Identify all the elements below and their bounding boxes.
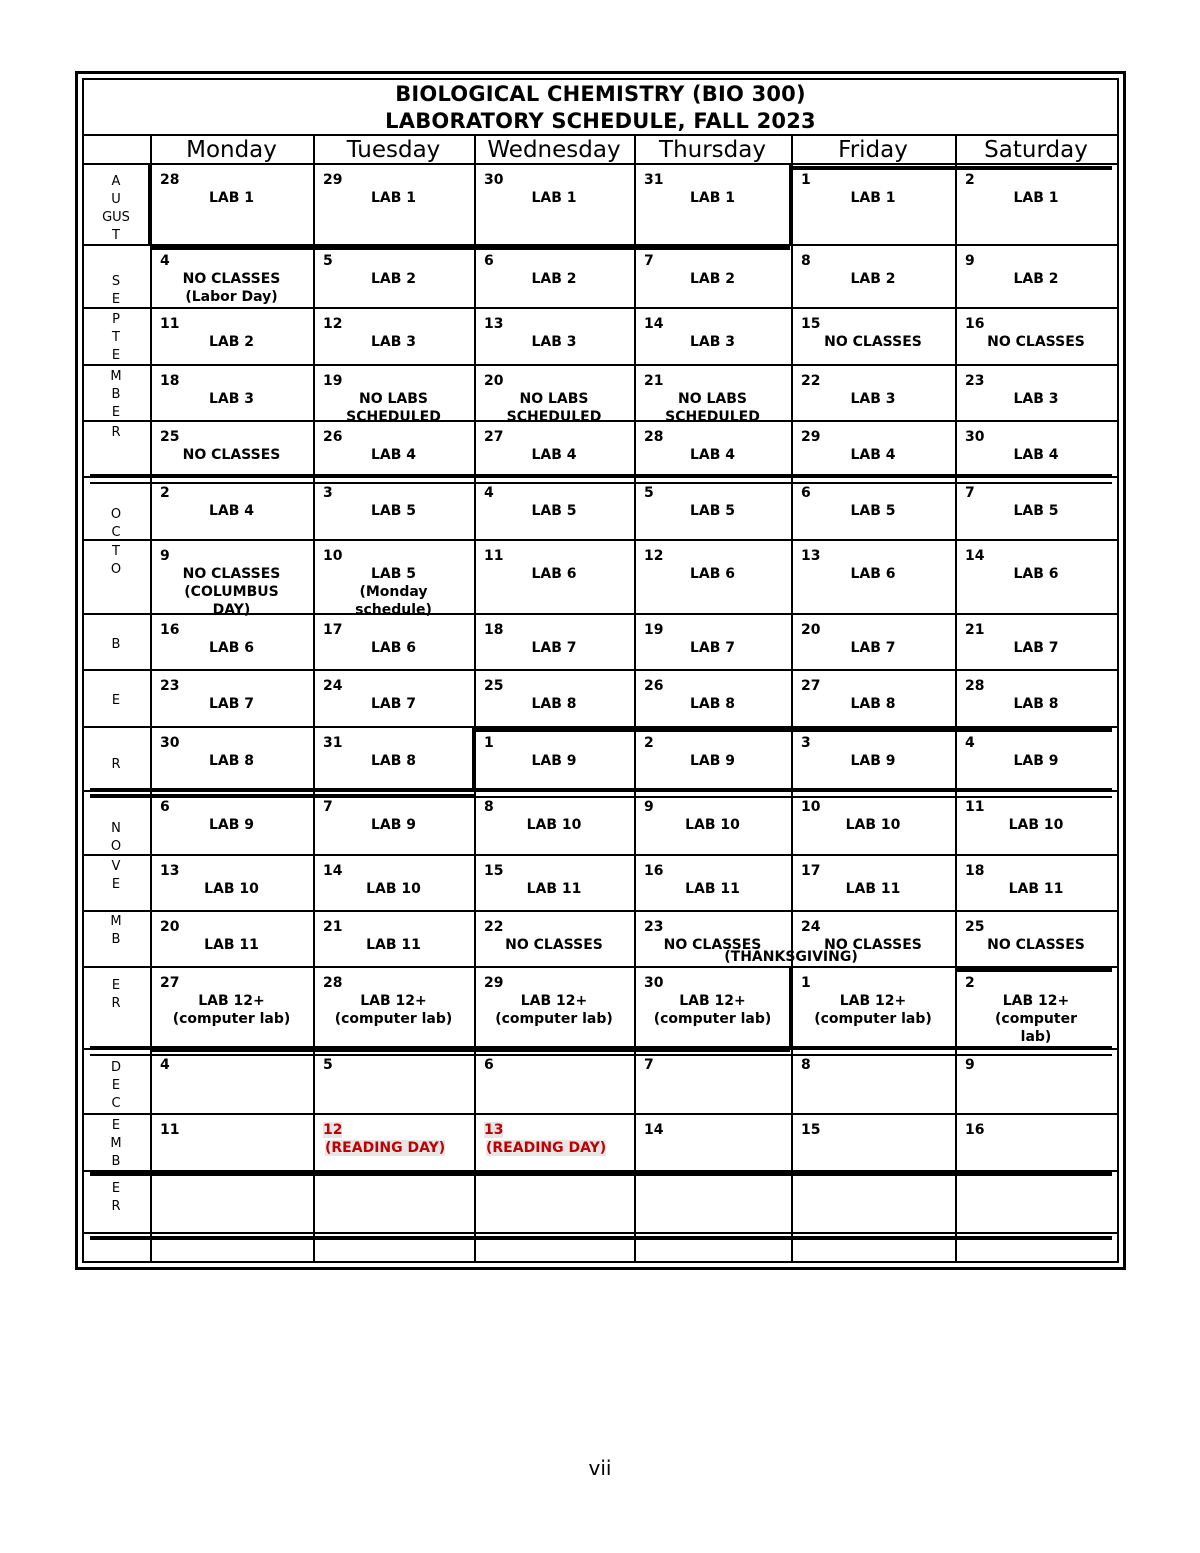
lab-label: LAB 1	[689, 190, 736, 206]
lab-label: LAB 6	[1013, 566, 1059, 582]
day-number: 2	[644, 735, 654, 751]
day-number: 29	[323, 172, 343, 188]
day-number: 26	[323, 429, 343, 445]
lab-label: LAB 4	[208, 503, 255, 519]
lab-label: LAB 2	[531, 271, 577, 287]
lab-label: (READING DAY)	[486, 1140, 607, 1156]
month-october-2: T O	[110, 544, 122, 577]
lab-label: LAB 9	[1013, 753, 1059, 769]
lab-label: LAB 4	[370, 447, 417, 463]
month-december-3: E R	[111, 1181, 121, 1214]
day-number: 6	[160, 799, 170, 815]
row-line	[84, 1113, 1117, 1115]
lab-label: LAB 8	[208, 753, 255, 769]
month-separator	[90, 474, 1112, 478]
day-number: 28	[160, 172, 180, 188]
day-number: 14	[644, 316, 664, 332]
month-november-3: M B	[110, 914, 122, 947]
day-number: 5	[323, 1057, 333, 1073]
lab-label: LAB 11	[685, 881, 740, 897]
lab-label: NO CLASSES	[824, 937, 922, 953]
lab-label: LAB 4	[850, 447, 896, 463]
day-number: 11	[484, 548, 504, 564]
day-number: 4	[484, 485, 494, 501]
page-number: vii	[588, 1456, 612, 1480]
day-number: 25	[160, 429, 180, 445]
row-line	[84, 1232, 1117, 1234]
day-number: 28	[965, 678, 985, 694]
day-header-wednesday: Wednesday	[487, 137, 621, 163]
day-number: 16	[644, 863, 664, 879]
lab-label: NO CLASSES	[505, 937, 603, 953]
day-number: 22	[801, 373, 821, 389]
day-number: 14	[965, 548, 985, 564]
day-number: 14	[644, 1122, 664, 1138]
day-number: 11	[160, 316, 180, 332]
month-separator	[90, 794, 474, 798]
day-number: 23	[965, 373, 985, 389]
lab-label: LAB 3	[208, 391, 255, 407]
day-number: 8	[801, 253, 811, 269]
lab-label: NO CLASSES	[663, 937, 762, 953]
lab-label: LAB 6	[850, 566, 896, 582]
day-number: 24	[323, 678, 343, 694]
day-number: 31	[644, 172, 664, 188]
day-number: 9	[644, 799, 654, 815]
lab-label: LAB 2	[1013, 271, 1059, 287]
row-line	[84, 910, 1117, 912]
lab-label: NO LABS SCHEDULED	[665, 391, 760, 425]
lab-label: LAB 9	[208, 817, 255, 833]
lab-label: LAB 8	[370, 753, 417, 769]
day-number: 25	[484, 678, 504, 694]
lab-label: LAB 11	[204, 937, 259, 953]
day-header-saturday: Saturday	[984, 137, 1088, 163]
day-number: 26	[644, 678, 664, 694]
row-line	[84, 364, 1117, 366]
lab-label: LAB 3	[689, 334, 736, 350]
day-number: 30	[160, 735, 180, 751]
month-separator	[150, 1048, 790, 1052]
day-number: 7	[965, 485, 975, 501]
day-number: 15	[801, 316, 821, 332]
row-line	[84, 539, 1117, 541]
lab-label: NO CLASSES (Labor Day)	[182, 271, 281, 305]
day-number: 13	[801, 548, 821, 564]
lab-label: LAB 5 (Monday schedule)	[355, 566, 432, 618]
day-number: 4	[965, 735, 975, 751]
lab-label: LAB 7	[208, 696, 255, 712]
day-number: 21	[323, 919, 343, 935]
lab-label: LAB 11	[845, 881, 901, 897]
month-october-5: R	[111, 757, 121, 772]
lab-label: LAB 3	[531, 334, 577, 350]
day-number: 28	[644, 429, 664, 445]
lab-label: LAB 2	[850, 271, 896, 287]
lab-label: LAB 9	[531, 753, 577, 769]
lab-label: LAB 6	[208, 640, 255, 656]
day-number: 13	[484, 316, 504, 332]
course-title: BIOLOGICAL CHEMISTRY (BIO 300)	[395, 82, 806, 106]
day-number: 29	[484, 975, 504, 991]
month-separator	[150, 246, 790, 250]
month-december-2: E M B	[110, 1118, 122, 1169]
lab-label: LAB 10	[526, 817, 582, 833]
day-number: 7	[644, 253, 654, 269]
day-number: 12	[323, 1122, 343, 1138]
day-number: 27	[801, 678, 821, 694]
day-number: 3	[323, 485, 333, 501]
lab-label: NO LABS SCHEDULED	[346, 391, 441, 425]
row-line	[84, 163, 1117, 165]
lab-label: LAB 12+ (computer lab)	[172, 993, 291, 1027]
lab-label: LAB 5	[370, 503, 417, 519]
lab-label: LAB 12+ (computer lab)	[495, 993, 613, 1027]
day-number: 13	[160, 863, 180, 879]
day-number: 21	[965, 622, 985, 638]
lab-label: LAB 11	[1008, 881, 1064, 897]
lab-label: LAB 3	[850, 391, 896, 407]
lab-label: LAB 3	[1013, 391, 1059, 407]
day-number: 10	[801, 799, 821, 815]
lab-label: LAB 7	[531, 640, 577, 656]
day-number: 9	[160, 548, 170, 564]
day-number: 6	[484, 1057, 494, 1073]
header-top-line	[84, 134, 1117, 136]
day-number: 27	[160, 975, 180, 991]
lab-label: NO CLASSES	[824, 334, 922, 350]
lab-label: NO CLASSES	[182, 447, 281, 463]
lab-label: LAB 2	[208, 334, 255, 350]
month-separator	[90, 788, 1112, 792]
day-number: 20	[160, 919, 180, 935]
day-number: 8	[484, 799, 494, 815]
day-number: 5	[644, 485, 654, 501]
lab-label: LAB 1	[208, 190, 255, 206]
lab-label: LAB 5	[531, 503, 577, 519]
day-number: 1	[801, 975, 811, 991]
day-number: 4	[160, 1057, 170, 1073]
month-september-4: R	[111, 425, 121, 440]
day-number: 18	[160, 373, 180, 389]
month-separator	[955, 968, 1112, 972]
day-number: 8	[801, 1057, 811, 1073]
lab-label: LAB 7	[689, 640, 736, 656]
day-number: 17	[323, 622, 343, 638]
lab-label: LAB 4	[531, 447, 577, 463]
day-number: 11	[965, 799, 985, 815]
day-number: 20	[801, 622, 821, 638]
thanksgiving-note: (THANKSGIVING)	[724, 949, 858, 965]
day-header-thursday: Thursday	[659, 137, 766, 163]
lab-label: (READING DAY)	[325, 1140, 446, 1156]
lab-label: LAB 12+ (computer lab)	[814, 993, 932, 1027]
lab-label: LAB 8	[850, 696, 896, 712]
day-number: 13	[484, 1122, 504, 1138]
day-number: 27	[484, 429, 504, 445]
day-number: 18	[965, 863, 985, 879]
day-number: 29	[801, 429, 821, 445]
day-number: 5	[323, 253, 333, 269]
lab-label: LAB 4	[1013, 447, 1059, 463]
lab-label: NO CLASSES	[987, 334, 1085, 350]
day-number: 7	[644, 1057, 654, 1073]
day-number: 7	[323, 799, 333, 815]
month-october-1: O C	[110, 507, 122, 540]
day-number: 31	[323, 735, 343, 751]
month-november-4: E R	[111, 978, 121, 1011]
lab-label: LAB 10	[204, 881, 259, 897]
day-number: 2	[965, 172, 975, 188]
day-number: 9	[965, 253, 975, 269]
day-number: 24	[801, 919, 821, 935]
lab-label: LAB 11	[526, 881, 582, 897]
lab-label: LAB 2	[689, 271, 736, 287]
month-october-3: B	[111, 637, 121, 652]
day-number: 18	[484, 622, 504, 638]
lab-label: LAB 5	[689, 503, 736, 519]
month-separator	[90, 482, 1112, 484]
lab-label: LAB 6	[689, 566, 736, 582]
lab-label: LAB 6	[531, 566, 577, 582]
day-number: 6	[484, 253, 494, 269]
day-number: 3	[801, 735, 811, 751]
day-number: 23	[644, 919, 664, 935]
day-header-friday: Friday	[838, 137, 908, 163]
lab-label: NO CLASSES	[987, 937, 1085, 953]
month-separator	[790, 166, 1112, 170]
day-number: 19	[323, 373, 343, 389]
row-line	[84, 854, 1117, 856]
month-november-2: V E	[111, 859, 121, 892]
lab-label: NO CLASSES (COLUMBUS DAY)	[182, 566, 281, 618]
day-number: 30	[484, 172, 504, 188]
day-number: 21	[644, 373, 664, 389]
lab-label: LAB 5	[1013, 503, 1059, 519]
lab-label: LAB 12+ (computer lab)	[995, 993, 1077, 1045]
month-separator	[474, 728, 1112, 732]
lab-label: LAB 4	[689, 447, 736, 463]
lab-label: LAB 8	[531, 696, 577, 712]
lab-label: LAB 11	[366, 937, 421, 953]
day-number: 23	[160, 678, 180, 694]
month-august: A U GUS T	[102, 174, 130, 243]
lab-label: LAB 7	[370, 696, 417, 712]
day-number: 14	[323, 863, 343, 879]
lab-label: LAB 1	[1013, 190, 1059, 206]
column-line	[1117, 134, 1119, 1262]
day-number: 1	[801, 172, 811, 188]
lab-label: LAB 7	[1013, 640, 1059, 656]
schedule-title: LABORATORY SCHEDULE, FALL 2023	[385, 109, 816, 133]
lab-label: LAB 12+ (computer lab)	[653, 993, 772, 1027]
day-number: 12	[323, 316, 343, 332]
month-separator	[90, 1236, 1112, 1240]
day-number: 20	[484, 373, 504, 389]
month-september-1: S E	[111, 274, 121, 307]
lab-label: LAB 5	[850, 503, 896, 519]
day-number: 15	[484, 863, 504, 879]
day-number: 16	[965, 1122, 985, 1138]
day-number: 16	[965, 316, 985, 332]
day-number: 19	[644, 622, 664, 638]
lab-label: NO LABS SCHEDULED	[506, 391, 602, 425]
lab-label: LAB 8	[1013, 696, 1059, 712]
lab-label: LAB 3	[370, 334, 417, 350]
day-number: 6	[801, 485, 811, 501]
month-september-2: P T E	[111, 312, 121, 363]
day-number: 17	[801, 863, 821, 879]
day-number: 2	[160, 485, 170, 501]
day-number: 30	[965, 429, 985, 445]
day-number: 22	[484, 919, 504, 935]
lab-label: LAB 2	[370, 271, 417, 287]
day-number: 9	[965, 1057, 975, 1073]
lab-label: LAB 12+ (computer lab)	[334, 993, 453, 1027]
lab-label: LAB 10	[685, 817, 740, 833]
lab-label: LAB 10	[1008, 817, 1064, 833]
lab-label: LAB 7	[850, 640, 896, 656]
lab-label: LAB 1	[531, 190, 577, 206]
lab-label: LAB 9	[689, 753, 736, 769]
day-number: 1	[484, 735, 494, 751]
day-number: 28	[323, 975, 343, 991]
day-number: 25	[965, 919, 985, 935]
day-number: 15	[801, 1122, 821, 1138]
row-line	[84, 307, 1117, 309]
month-november-1: N O	[110, 821, 122, 854]
day-number: 4	[160, 253, 170, 269]
day-number: 30	[644, 975, 664, 991]
day-number: 16	[160, 622, 180, 638]
lab-label: LAB 6	[370, 640, 417, 656]
month-separator	[90, 1172, 1112, 1176]
lab-label: LAB 1	[850, 190, 896, 206]
day-number: 11	[160, 1122, 180, 1138]
lab-label: LAB 9	[850, 753, 896, 769]
lab-label: LAB 8	[689, 696, 736, 712]
lab-label: LAB 10	[845, 817, 901, 833]
day-number: 10	[323, 548, 343, 564]
day-header-tuesday: Tuesday	[346, 137, 441, 163]
row-line	[84, 669, 1117, 671]
month-separator	[90, 1054, 1112, 1056]
day-header-monday: Monday	[186, 137, 277, 163]
lab-label: LAB 10	[366, 881, 421, 897]
month-september-3: M B E	[110, 369, 122, 420]
day-number: 12	[644, 548, 664, 564]
day-number: 2	[965, 975, 975, 991]
month-october-4: E	[111, 693, 121, 708]
lab-label: LAB 1	[370, 190, 417, 206]
lab-label: LAB 9	[370, 817, 417, 833]
month-december-1: D E C	[110, 1060, 121, 1111]
